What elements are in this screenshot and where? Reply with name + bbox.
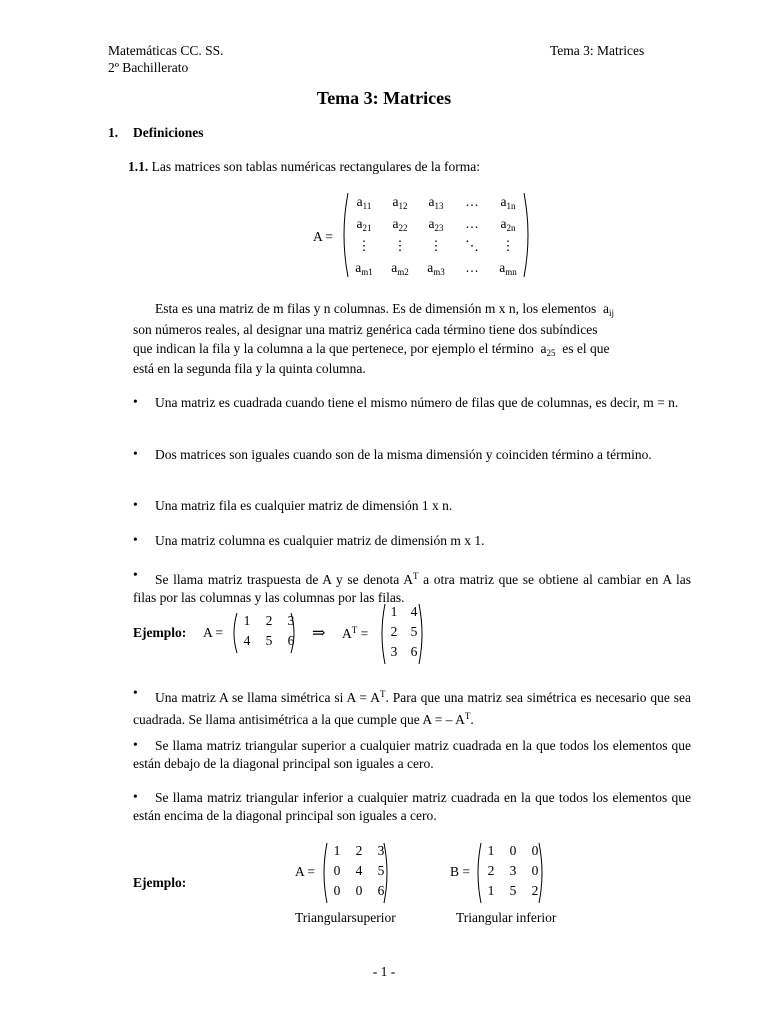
matrix-cell <box>454 238 490 254</box>
caption-upper-triangular: Triangularsuperior <box>295 910 396 925</box>
bullet-symmetric <box>133 685 691 729</box>
header-subject: Matemáticas CC. SS. <box>108 43 224 58</box>
cell-base: a <box>427 260 434 275</box>
matrix-cell: 3 <box>509 863 517 878</box>
example2-matrix-a <box>326 843 386 903</box>
matrix-cell <box>418 260 454 277</box>
cell-subscript: 12 <box>398 201 408 211</box>
matrix-cell <box>454 194 490 210</box>
matrix-cell: 0 <box>531 863 539 878</box>
cell-base: … <box>465 216 479 231</box>
matrix-cell: 6 <box>410 644 418 659</box>
matrix-cell <box>346 194 382 211</box>
example-label: Ejemplo: <box>133 875 187 890</box>
cell-base: ⋱ <box>465 238 479 253</box>
matrix-cell: 2 <box>487 863 495 878</box>
bullet-row: Una matriz fila es cualquier matriz de dimensión 1 x n. <box>155 498 453 513</box>
bullet-icon: • <box>133 567 138 582</box>
page-title: Tema 3: Matrices <box>316 88 452 108</box>
matrix-cell: 5 <box>410 624 418 639</box>
header-course: 2º Bachillerato <box>108 60 189 75</box>
cell-subscript: 22 <box>398 223 408 233</box>
matrix-cell: 1 <box>487 843 495 858</box>
paragraph-intro-line1 <box>155 301 614 318</box>
matrix-cell: 3 <box>287 613 295 628</box>
cell-base: a <box>392 216 399 231</box>
cell-subscript: 11 <box>362 201 372 211</box>
cell-base: ⋮ <box>357 238 371 253</box>
cell-subscript: 23 <box>434 223 444 233</box>
bullet-icon: • <box>133 497 138 512</box>
cell-base: a <box>499 260 506 275</box>
matrix-cell: 3 <box>377 843 385 858</box>
general-matrix <box>346 194 526 278</box>
bullet-column: Una matriz columna es cualquier matriz de dimensión m x 1. <box>155 533 485 548</box>
term-subscript: 25 <box>546 348 556 358</box>
matrix-cell: 1 <box>390 604 398 619</box>
matrix-cell <box>382 194 418 211</box>
matrix-cell: 6 <box>377 883 385 898</box>
paragraph-text: es el que <box>562 341 610 356</box>
matrix-cell <box>382 216 418 233</box>
matrix-cell: 1 <box>243 613 251 628</box>
matrix-cell <box>490 238 526 254</box>
superscript-t: T <box>412 571 419 581</box>
matrix-cell <box>454 216 490 232</box>
paragraph-intro-line2: son números reales, al designar una matriz genérica cada término tiene dos subíndices <box>133 322 598 337</box>
cell-base: … <box>465 194 479 209</box>
bullet-icon: • <box>133 446 138 461</box>
cell-base: a <box>391 260 398 275</box>
matrix-cell <box>490 260 526 277</box>
cell-base: a <box>356 194 363 209</box>
matrix-cell: 5 <box>509 883 517 898</box>
paragraph-intro-line3 <box>133 341 609 358</box>
cell-base: a <box>428 194 435 209</box>
cell-subscript: m2 <box>397 267 409 277</box>
bullet-transpose <box>133 567 691 607</box>
bullet-text: a otra matriz que se obtiene al cambiar en A las filas por las columnas y las columnas por las filas. <box>133 572 691 605</box>
matrix-cell: 2 <box>265 613 273 628</box>
header-topic: Tema 3: Matrices <box>550 43 645 58</box>
matrix-cell: 0 <box>333 883 341 898</box>
matrix-cell: 5 <box>377 863 385 878</box>
cell-subscript: 1n <box>506 201 516 211</box>
matrix-cell: 0 <box>531 843 539 858</box>
cell-base: a <box>355 260 362 275</box>
lhs-base: A <box>342 626 352 641</box>
bullet-text: Se llama matriz traspuesta de A y se denota A <box>155 572 413 587</box>
cell-base: ⋮ <box>501 238 515 253</box>
matrix-cell: 2 <box>355 843 363 858</box>
paragraph-text: Esta es una matriz de m filas y n columnas. Es de dimensión m x n, los elementos <box>155 301 597 316</box>
bullet-icon: • <box>133 532 138 547</box>
superscript-t: T <box>351 625 358 635</box>
matrix-cell <box>382 238 418 254</box>
bullet-text: Una matriz A se llama simétrica si A = A <box>155 690 380 705</box>
example2-lhs-a: A = <box>295 864 315 879</box>
equals-sign: = <box>360 626 369 641</box>
matrix-cell <box>490 194 526 211</box>
matrix-cell <box>418 194 454 211</box>
term-a25 <box>540 341 555 356</box>
matrix-cell: 2 <box>390 624 398 639</box>
cell-subscript: m3 <box>433 267 445 277</box>
term-base: a <box>603 301 610 316</box>
page-number: - 1 - <box>372 964 396 979</box>
matrix-cell <box>454 260 490 276</box>
section-heading: Definiciones <box>133 125 204 140</box>
example2-matrix-b <box>480 843 540 903</box>
matrix-cell <box>490 216 526 233</box>
implies-arrow-icon: ⇒ <box>312 625 326 642</box>
superscript-t: T <box>464 711 471 721</box>
cell-base: a <box>500 194 507 209</box>
matrix-cell: 4 <box>243 633 251 648</box>
cell-subscript: 13 <box>434 201 444 211</box>
cell-base: a <box>392 194 399 209</box>
cell-base: ⋮ <box>429 238 443 253</box>
bullet-text: . Para que una matriz sea simétrica es necesario que sea cuadrada. Se llama antisimétrica a la que cumple que A = – A <box>133 690 691 727</box>
matrix-cell: 4 <box>410 604 418 619</box>
matrix-cell: 4 <box>355 863 363 878</box>
subsection-number: 1.1. <box>128 159 149 174</box>
matrix-cell <box>346 216 382 233</box>
bullet-icon: • <box>133 737 138 752</box>
bullet-equal: Dos matrices son iguales cuando son de la misma dimensión y coinciden término a término. <box>155 447 652 462</box>
bullet-square: Una matriz es cuadrada cuando tiene el mismo número de filas que de columnas, es decir, m = n. <box>155 395 679 410</box>
example1-matrix-a <box>236 613 295 653</box>
matrix-cell: 5 <box>265 633 273 648</box>
general-matrix-lhs: A = <box>313 229 333 244</box>
matrix-cell: 3 <box>390 644 398 659</box>
cell-subscript: 2n <box>506 223 516 233</box>
bullet-icon: • <box>133 789 138 804</box>
term-base: a <box>540 341 547 356</box>
paragraph-text: que indican la fila y la columna a la que pertenece, por ejemplo el término <box>133 341 534 356</box>
matrix-cell <box>418 238 454 254</box>
cell-subscript: mn <box>505 267 517 277</box>
matrix-cell <box>382 260 418 277</box>
section-number: 1. <box>108 125 119 140</box>
cell-base: ⋮ <box>393 238 407 253</box>
matrix-cell <box>346 260 382 277</box>
matrix-cell: 6 <box>287 633 295 648</box>
term-subscript: ij <box>609 308 615 318</box>
cell-base: a <box>500 216 507 231</box>
caption-lower-triangular: Triangular inferior <box>456 910 557 925</box>
cell-base: a <box>428 216 435 231</box>
example-label: Ejemplo: <box>133 625 187 640</box>
bullet-text: . <box>470 712 474 727</box>
superscript-t: T <box>379 689 386 699</box>
example2-lhs-b: B = <box>450 864 470 879</box>
matrix-cell: 1 <box>487 883 495 898</box>
matrix-cell <box>346 238 382 254</box>
matrix-cell: 0 <box>509 843 517 858</box>
matrix-cell <box>418 216 454 233</box>
example1-lhs-a: A = <box>203 625 223 640</box>
bullet-upper-triangular: Se llama matriz triangular superior a cualquier matriz cuadrada en la que todos los elementos que están debajo de la diagonal principal son iguales a cero. <box>133 738 691 771</box>
example1-matrix-at <box>384 604 422 664</box>
bullet-icon: • <box>133 394 138 409</box>
cell-subscript: 21 <box>362 223 372 233</box>
matrix-cell: 0 <box>355 883 363 898</box>
subsection-1-1 <box>128 159 480 175</box>
matrix-cell: 0 <box>333 863 341 878</box>
matrix-cell: 1 <box>333 843 341 858</box>
cell-base: a <box>356 216 363 231</box>
bullet-lower-triangular: Se llama matriz triangular inferior a cualquier matriz cuadrada en la que todos los elementos que están encima de la diagonal principal son iguales a cero. <box>133 790 691 823</box>
matrix-cell: 2 <box>531 883 539 898</box>
cell-base: … <box>465 260 479 275</box>
subsection-text: Las matrices son tablas numéricas rectangulares de la forma: <box>151 159 480 174</box>
paragraph-intro-line4: está en la segunda fila y la quinta columna. <box>133 361 366 376</box>
cell-subscript: m1 <box>361 267 373 277</box>
bullet-icon: • <box>133 685 138 700</box>
example1-lhs-at <box>342 625 368 642</box>
term-aij <box>603 301 614 316</box>
